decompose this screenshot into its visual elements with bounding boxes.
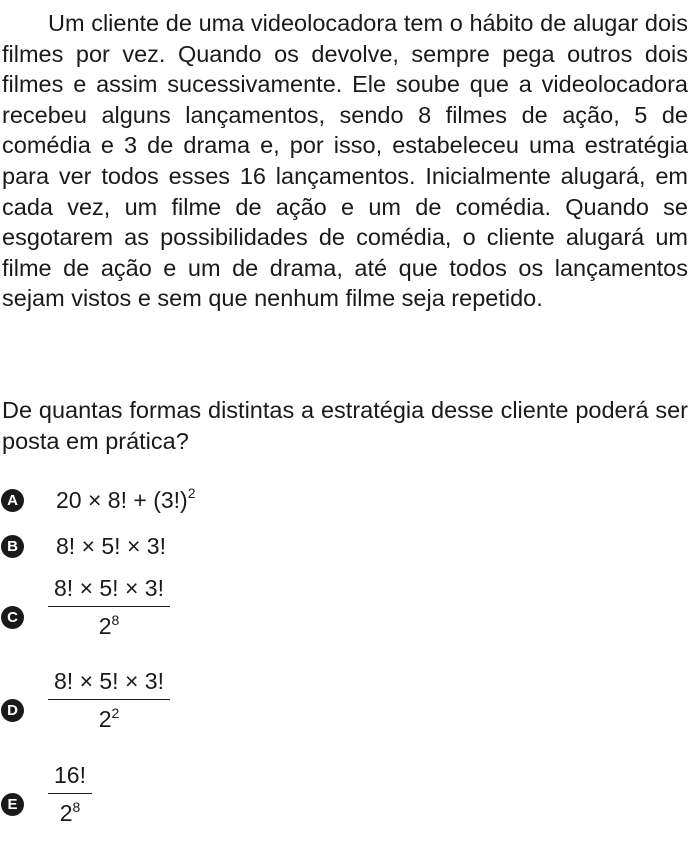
option-c-den-exponent: 8 <box>111 612 120 628</box>
option-e-fraction <box>48 762 92 826</box>
option-d-denominator <box>99 700 120 732</box>
option-a-expression <box>56 484 196 514</box>
option-c-numerator: 8! × 5! × 3! <box>48 575 170 607</box>
option-d-den-base: 2 <box>98 706 112 732</box>
option-c-denominator <box>99 607 120 639</box>
option-e-denominator <box>60 794 81 826</box>
option-c-fraction <box>48 575 170 639</box>
option-e-den-exponent: 8 <box>72 799 81 815</box>
option-e-den-base: 2 <box>59 800 73 826</box>
option-b-expression: 8! × 5! × 3! <box>56 532 166 559</box>
option-e-letter-badge: E <box>1 793 24 816</box>
question-text: De quantas formas distintas a estratégia desse cliente poderá ser posta em prática? <box>2 397 688 454</box>
problem-statement: Um cliente de uma videolocadora tem o hábito de alugar dois filmes por vez. Quando os devolve, sempre pega outros dois filmes e assim sucessivamente. Ele soube que a videolocadora recebeu alguns lançamentos, sendo 8 filmes de ação, 5 de comédia e 3 de drama e, por isso, estabeleceu uma estratégia para ver todos esses 16 lançamentos. Inicialmente alugará, em cada vez, um filme de ação e um de comédia. Quando se esgotarem as possibilidades de comédia, o cliente alugará um filme de ação e um de drama, até que todos os lançamentos sejam vistos e sem que nenhum filme seja repetido. <box>2 10 688 312</box>
option-d-numerator: 8! × 5! × 3! <box>48 668 170 700</box>
option-b-letter-badge: B <box>1 535 24 558</box>
option-c-letter-badge: C <box>1 606 24 629</box>
option-d-letter-badge: D <box>1 699 24 722</box>
option-d-fraction <box>48 668 170 732</box>
option-d-den-exponent: 2 <box>111 705 120 721</box>
option-c-den-base: 2 <box>98 613 112 639</box>
option-e-numerator: 16! <box>48 762 92 794</box>
option-a-exponent: 2 <box>187 484 196 501</box>
option-a-base: 20 × 8! + (3!) <box>56 486 188 513</box>
option-a-letter-badge: A <box>1 489 24 512</box>
